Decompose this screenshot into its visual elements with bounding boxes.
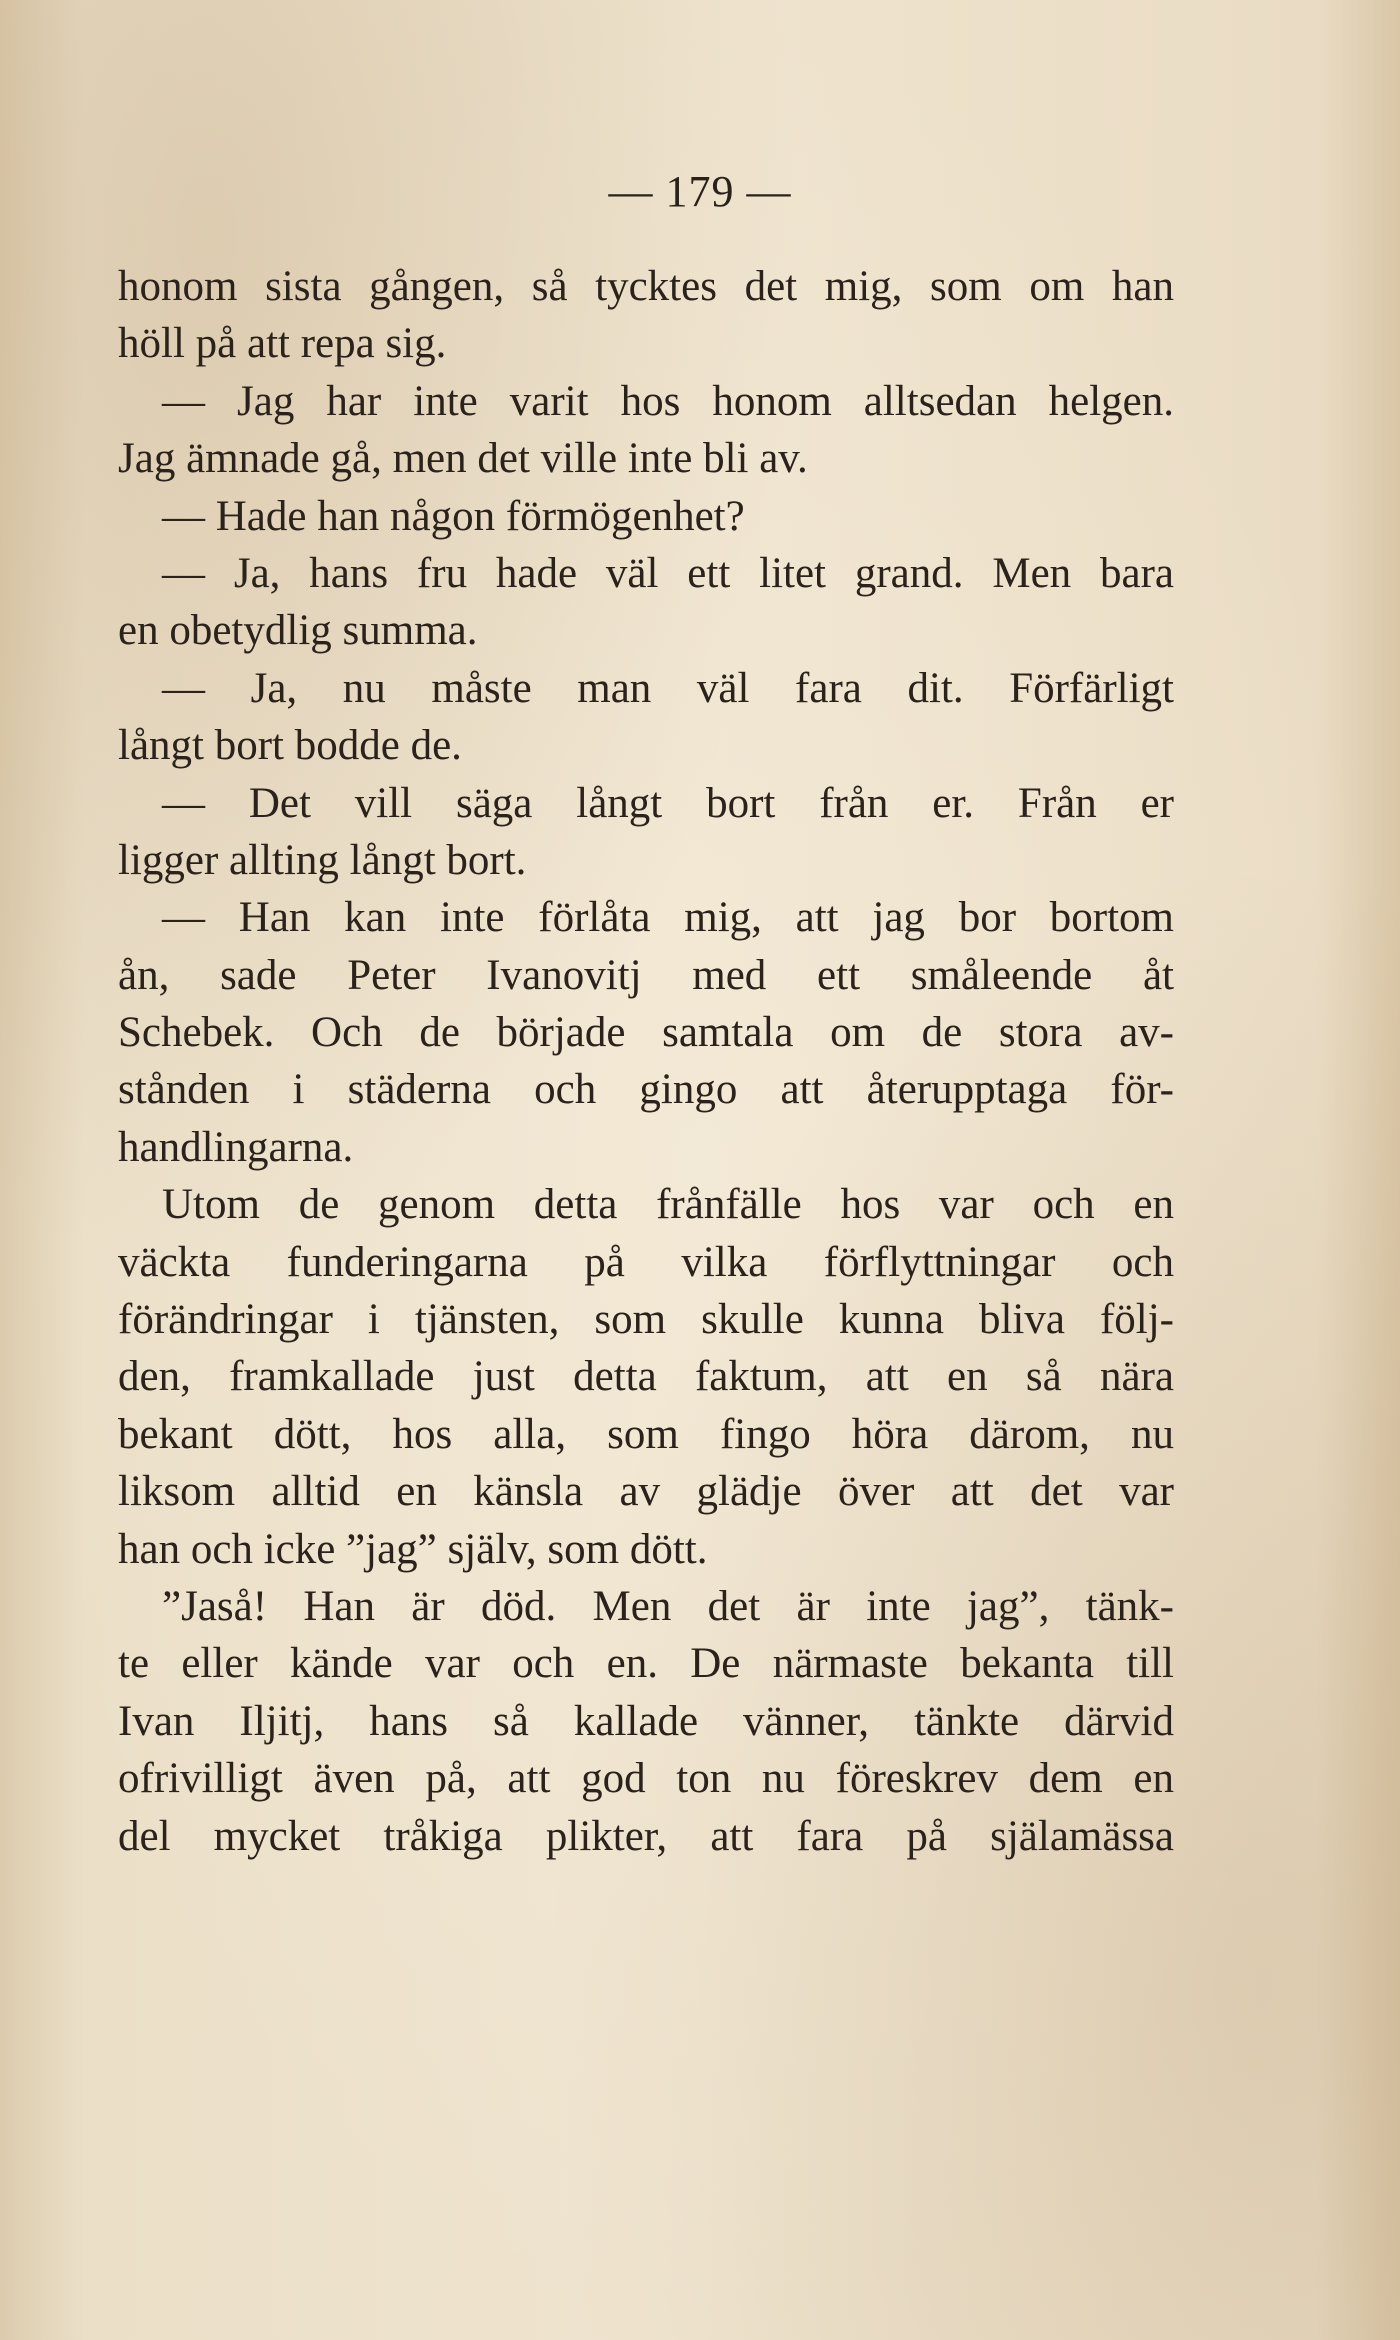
text-line: Utom de genom detta frånfälle hos var och en [162, 1181, 1174, 1229]
text-line: — Ja, hans fru hade väl ett litet grand. Men bara [162, 549, 1174, 597]
text-line: långt bort bodde de. [118, 722, 462, 770]
text-line: Ivan Iljitj, hans så kallade vänner, tänkte därvid [118, 1697, 1174, 1745]
text-line: honom sista gången, så tycktes det mig, som om han [118, 263, 1174, 310]
text-line: ligger allting långt bort. [118, 836, 527, 884]
text-line: ofrivilligt även på, att god ton nu föreskrev dem en [118, 1755, 1174, 1803]
page-number: — 179 — [608, 167, 792, 216]
text-line: väckta funderingarna på vilka förflyttningar och [118, 1238, 1174, 1286]
text-line: Jag ämnade gå, men det ville inte bli av. [118, 435, 808, 483]
text-line: — Jag har inte varit hos honom alltsedan helgen. [162, 377, 1174, 425]
text-line: ”Jaså! Han är död. Men det är inte jag”, tänk- [162, 1582, 1174, 1630]
text-line: en obetydlig summa. [118, 607, 478, 655]
text-line: stånden i städerna och gingo att återupptaga för- [118, 1066, 1174, 1114]
text-line: den, framkallade just detta faktum, att en så nära [118, 1353, 1174, 1401]
body-text [118, 258, 1174, 1865]
text-line: höll på att repa sig. [118, 320, 447, 368]
text-line: handlingarna. [118, 1123, 354, 1171]
text-line: del mycket tråkiga plikter, att fara på själamässa [118, 1812, 1174, 1860]
text-line: — Hade han någon förmögenhet? [162, 492, 745, 540]
text-line: bekant dött, hos alla, som fingo höra därom, nu [118, 1410, 1174, 1458]
text-line: förändringar i tjänsten, som skulle kunna bliva följ- [118, 1296, 1174, 1344]
text-line: liksom alltid en känsla av glädje över att det var [118, 1468, 1174, 1516]
text-line: Schebek. Och de började samtala om de stora av- [118, 1009, 1174, 1057]
text-line: te eller kände var och en. De närmaste bekanta till [118, 1640, 1174, 1688]
text-line: — Ja, nu måste man väl fara dit. Förfärligt [162, 664, 1174, 712]
text-line: — Det vill säga långt bort från er. Från er [162, 779, 1174, 827]
text-line: — Han kan inte förlåta mig, att jag bor bortom [162, 894, 1174, 942]
text-line: ån, sade Peter Ivanovitj med ett småleende åt [118, 951, 1174, 999]
text-line: han och icke ”jag” själv, som dött. [118, 1525, 708, 1573]
